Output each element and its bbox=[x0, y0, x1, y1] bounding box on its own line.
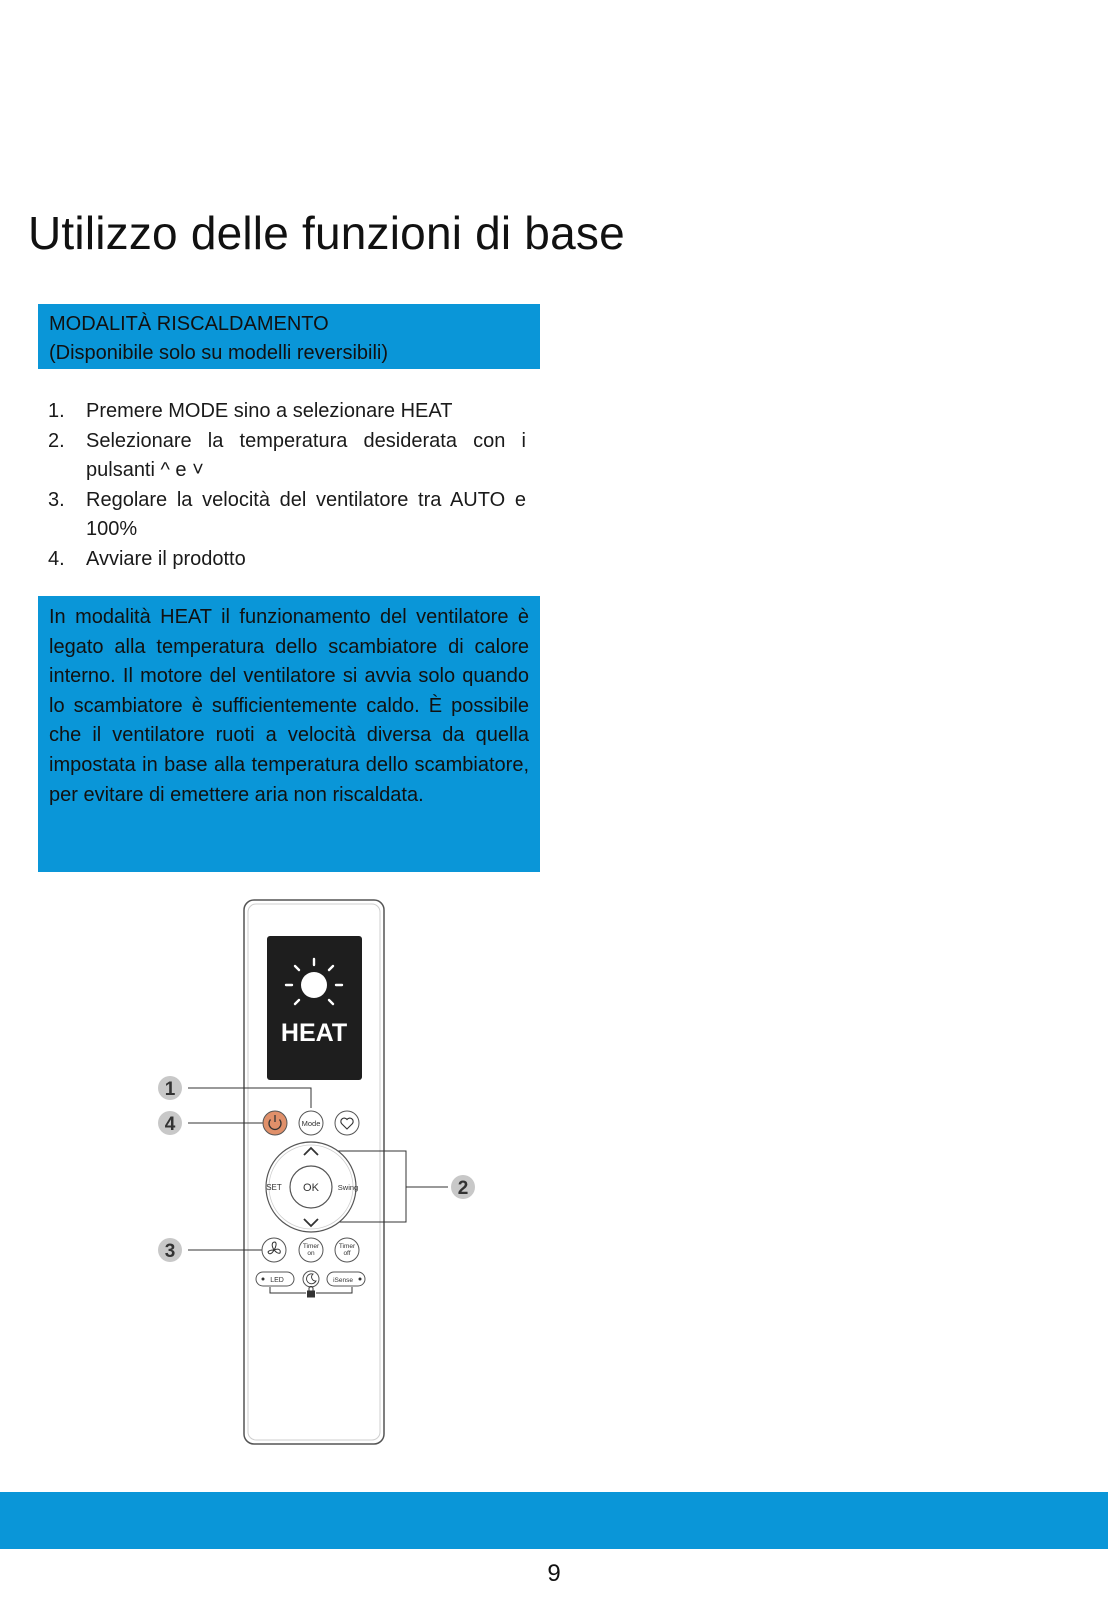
callout-2 bbox=[451, 1175, 475, 1199]
heat-mode-note: In modalità HEAT il funzionamento del ventilatore è legato alla temperatura dello scambiatore di calore interno. Il motore del ventilatore si avvia solo quando lo scambiatore è sufficientemente caldo. È possibile che il ventilatore ruoti a velocità diversa da quella impostata in base alla temperatura dello scambiatore, per evitare di emettere aria non riscaldata. bbox=[38, 596, 540, 872]
callout-3 bbox=[158, 1238, 182, 1262]
fan-speed-button[interactable] bbox=[262, 1238, 286, 1262]
svg-text:4: 4 bbox=[164, 1114, 176, 1135]
svg-text:on: on bbox=[307, 1250, 315, 1257]
page-number: 9 bbox=[547, 1560, 561, 1587]
power-button[interactable] bbox=[263, 1111, 287, 1135]
timer-off-button[interactable] bbox=[335, 1238, 359, 1262]
mode-button[interactable] bbox=[299, 1111, 323, 1135]
step-item: 4. Avviare il prodotto bbox=[48, 547, 246, 570]
led-button[interactable] bbox=[256, 1272, 294, 1286]
section-heading: MODALITÀ RISCALDAMENTO bbox=[49, 313, 329, 335]
swing-button[interactable]: Swing bbox=[337, 1183, 359, 1192]
section-subheading: (Disponibile solo su modelli reversibili) bbox=[49, 342, 389, 364]
svg-text:Mode: Mode bbox=[301, 1119, 321, 1128]
set-button[interactable]: SET bbox=[266, 1183, 282, 1192]
svg-text:1: 1 bbox=[164, 1079, 176, 1100]
step-item: 1. Premere MODE sino a selezionare HEAT bbox=[48, 400, 453, 422]
section-header-box bbox=[38, 304, 540, 369]
svg-text:Timer: Timer bbox=[338, 1243, 356, 1250]
remote-display bbox=[267, 936, 362, 1080]
svg-text:LED: LED bbox=[270, 1277, 284, 1284]
display-mode-text: HEAT bbox=[280, 1019, 348, 1047]
svg-text:iSense: iSense bbox=[333, 1277, 353, 1284]
timer-on-button[interactable] bbox=[299, 1238, 323, 1262]
svg-text:3: 3 bbox=[164, 1241, 176, 1262]
favorite-button[interactable] bbox=[335, 1111, 359, 1135]
step-item: 3. Regolare la velocità del ventilatore tra AUTO e 100% bbox=[48, 488, 526, 540]
page-title: Utilizzo delle funzioni di base bbox=[28, 207, 625, 259]
svg-text:2: 2 bbox=[457, 1178, 469, 1199]
remote-control-diagram bbox=[150, 895, 500, 1455]
footer-bar bbox=[0, 1492, 1108, 1549]
step-item: 2. Selezionare la temperatura desiderata con i pulsanti ^ e ˅ bbox=[48, 429, 526, 481]
steps-list bbox=[48, 397, 526, 574]
sleep-button[interactable] bbox=[303, 1271, 319, 1287]
callout-1 bbox=[158, 1076, 182, 1100]
isense-button[interactable] bbox=[327, 1272, 365, 1286]
svg-text:Timer: Timer bbox=[302, 1243, 320, 1250]
ok-button[interactable] bbox=[290, 1166, 332, 1208]
callout-4 bbox=[158, 1111, 182, 1135]
svg-text:OK: OK bbox=[303, 1182, 319, 1194]
svg-text:off: off bbox=[343, 1250, 351, 1257]
